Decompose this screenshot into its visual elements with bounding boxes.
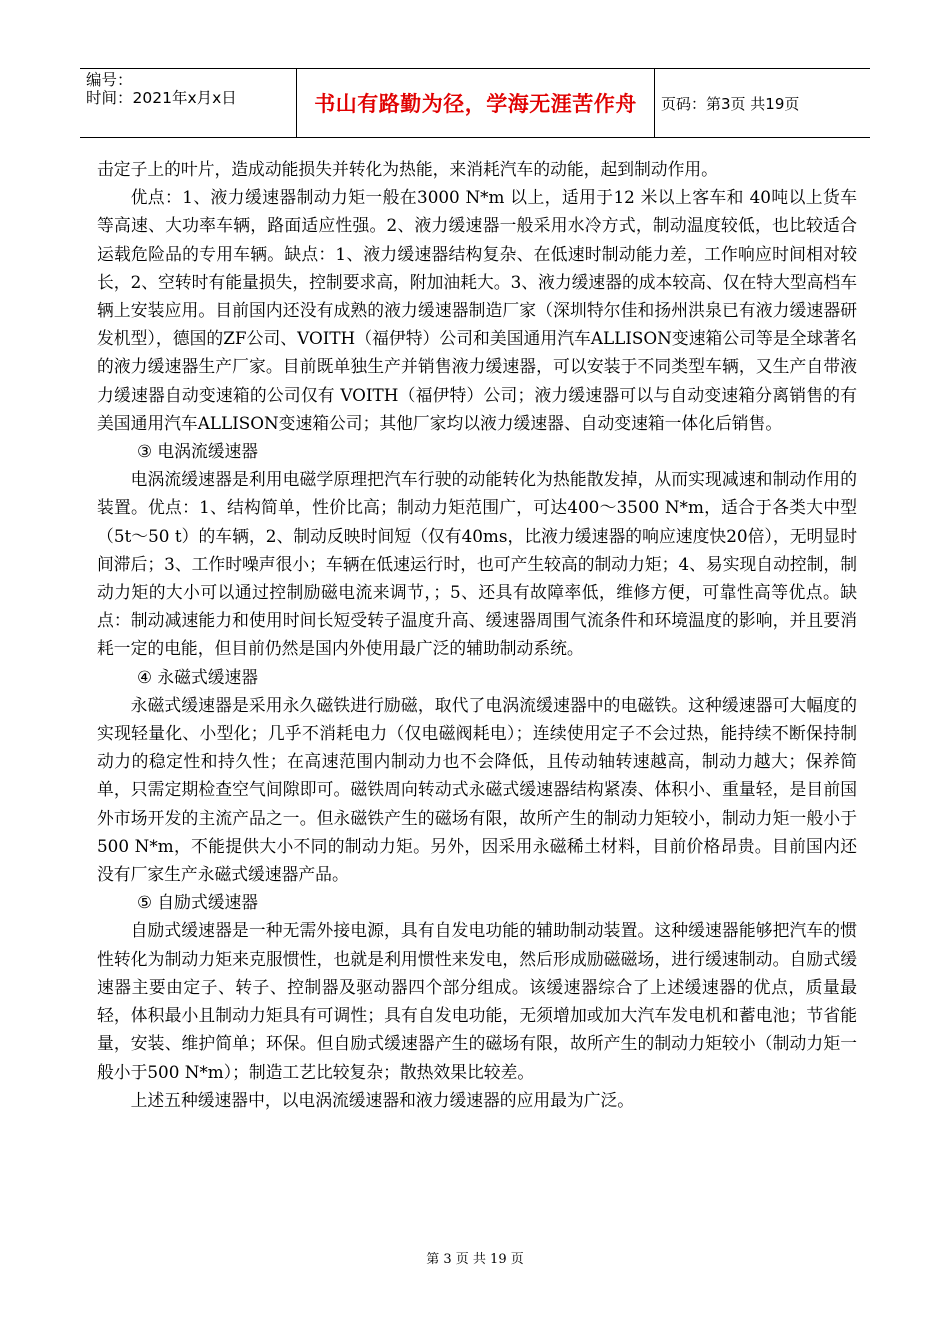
header-motto: 书山有路勤为径，学海无涯苦作舟	[297, 69, 655, 137]
paragraph: 自励式缓速器是一种无需外接电源，具有自发电功能的辅助制动装置。这种缓速器能够把汽车的惯性转化为制动力矩来克服惯性，也就是利用惯性来发电，然后形成励磁磁场，进行缓速制动。自励式缓速器主要由定子、转子、控制器及驱动器四个部分组成。该缓速器综合了上述缓速器的优点，质量最轻，体积最小且制动力矩具有可调性；具有自发电功能，无须增加或加大汽车发电机和蓄电池；节省能量，安装、维护简单；环保。但自励式缓速器产生的磁场有限，故所产生的制动力矩较小（制动力矩一般小于500 N*m）；制造工艺比较复杂；散热效果比较差。	[97, 920, 857, 1082]
paragraph: 电涡流缓速器是利用电磁学原理把汽车行驶的动能转化为热能散发掉，从而实现减速和制动作用的装置。优点：1、结构简单，性价比高；制动力矩范围广，可达400～3500 N*m，适合于各类大中型（5t～50 t）的车辆，2、制动反映时间短（仅有40ms，比液力缓速器的响应速度快20倍），无明显时间滞后；3、工作时噪声很小；车辆在低速运行时，也可产生较高的制动力矩；4、易实现自动控制，制动力矩的大小可以通过控制励磁电流来调节，；5、还具有故障率低，维修方便，可靠性高等优点。缺点：制动减速能力和使用时间长短受转子温度升高、缓速器周围气流条件和环境温度的影响，并且要消耗一定的电能，但目前仍然是国内外使用最广泛的辅助制动系统。	[97, 469, 857, 659]
doc-number-label: 编号：	[86, 71, 133, 89]
paragraph: 永磁式缓速器是采用永久磁铁进行励磁，取代了电涡流缓速器中的电磁铁。这种缓速器可大幅度的实现轻量化、小型化；几乎不消耗电力（仅电磁阀耗电）；连续使用定子不会过热，能持续不断保持制动力的稳定性和持久性；在高速范围内制动力也不会降低，且传动轴转速越高，制动力越大；保养简单，只需定期检查空气间隙即可。磁铁周向转动式永磁式缓速器结构紧凑、体积小、重量轻，是目前国外市场开发的主流产品之一。但永磁铁产生的磁场有限，故所产生的制动力矩较小，制动力矩一般小于500 N*m，不能提供大小不同的制动力矩。另外，因采用永磁稀土材料，目前价格昂贵。目前国内还没有厂家生产永磁式缓速器产品。	[97, 694, 857, 885]
doc-date-label: 时间：2021年x月x日	[86, 89, 237, 107]
paragraph: 优点：1、液力缓速器制动力矩一般在3000 N*m 以上，适用于12 米以上客车和 40吨以上货车等高速、大功率车辆，路面适应性强。2、液力缓速器一般采用水冷方式，制动温度较低，也比较适合运载危险品的专用车辆。缺点：1、液力缓速器结构复杂、在低速时制动能力差，工作响应时间相对较长，2、空转时有能量损失，控制要求高，附加油耗大。3、液力缓速器的成本较高、仅在特大型高档车辆上安装应用。目前国内还没有成熟的液力缓速器制造厂家（深圳特尔佳和扬州洪泉已有液力缓速器研发机型），德国的ZF公司、VOITH（福伊特）公司和美国通用汽车ALLISON变速箱公司等是全球著名的液力缓速器生产厂家。目前既单独生产并销售液力缓速器，可以安装于不同类型车辆，又生产自带液力缓速器自动变速箱的公司仅有 VOITH（福伊特）公司；液力缓速器可以与自动变速箱分离销售的有美国通用汽车ALLISON变速箱公司；其他厂家均以液力缓速器、自动变速箱一体化后销售。	[97, 187, 857, 433]
page-footer: 第 3 页 共 19 页	[426, 1252, 524, 1267]
section-heading: ③ 电涡流缓速器	[137, 441, 259, 462]
section-heading: ⑤ 自励式缓速器	[137, 892, 259, 913]
section-heading: ④ 永磁式缓速器	[137, 666, 259, 687]
header-meta	[80, 69, 297, 137]
document-body	[97, 155, 857, 1114]
paragraph: 击定子上的叶片，造成动能损失并转化为热能，来消耗汽车的动能，起到制动作用。	[97, 159, 718, 179]
page-header	[80, 68, 870, 138]
paragraph: 上述五种缓速器中，以电涡流缓速器和液力缓速器的应用最为广泛。	[130, 1089, 635, 1110]
header-page-number: 页码：第3页 共19页	[661, 94, 800, 113]
